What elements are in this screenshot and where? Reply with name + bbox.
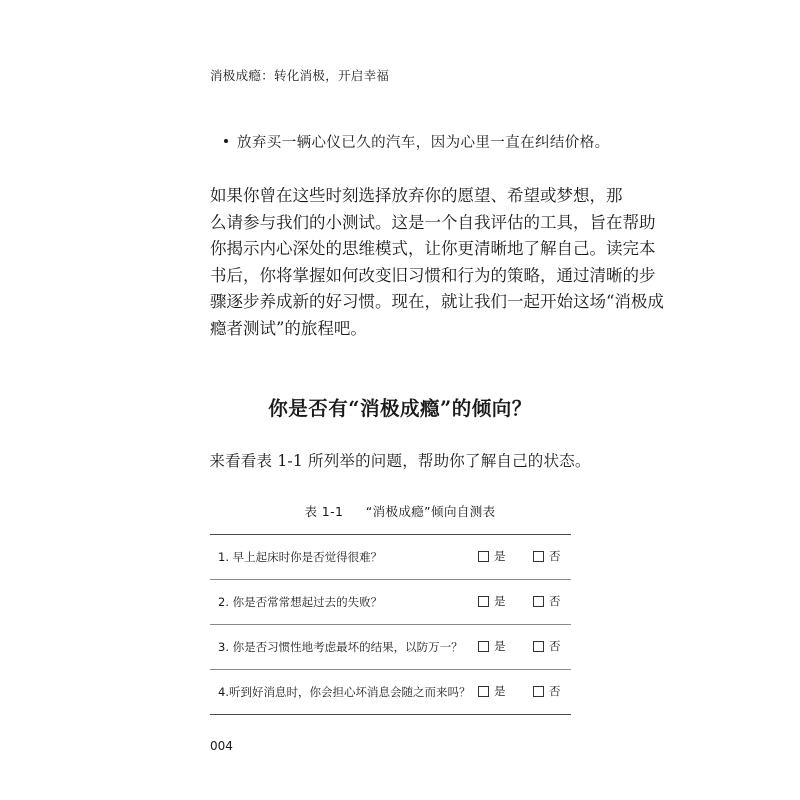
- yes-option[interactable]: [478, 548, 506, 564]
- yes-label: 是: [494, 549, 506, 563]
- no-label: 否: [549, 684, 561, 698]
- no-option[interactable]: [533, 593, 561, 609]
- checkbox-no[interactable]: [533, 596, 544, 607]
- table-row: [210, 580, 571, 625]
- yes-option[interactable]: [478, 683, 506, 699]
- question-text: 3. 你是否习惯性地考虑最坏的结果，以防万一？: [218, 640, 463, 654]
- bullet-dot: [224, 139, 228, 143]
- section-heading: 你是否有“消极成瘾”的倾向？: [268, 397, 532, 420]
- section-intro: 来看看表 1-1 所列举的问题，帮助你了解自己的状态。: [209, 452, 591, 470]
- bullet-item: [237, 131, 610, 152]
- table-number: 表 1-1: [304, 504, 344, 519]
- checkbox-no[interactable]: [533, 641, 544, 652]
- checkbox-no[interactable]: [533, 551, 544, 562]
- paragraph-line: 你揭示内心深处的思维模式，让你更清晰地了解自己。读完本: [210, 239, 656, 258]
- self-test-table: [210, 534, 571, 715]
- paragraph-line: 骤逐步养成新的好习惯。现在，就让我们一起开始这场“消极成: [210, 292, 664, 311]
- paragraph-line: 瘾者测试”的旅程吧。: [210, 318, 367, 338]
- paragraph-line: 么请参与我们的小测试。这是一个自我评估的工具，旨在帮助: [210, 212, 656, 232]
- no-label: 否: [549, 639, 561, 653]
- table-title: “消极成瘾”倾向自测表: [365, 504, 496, 519]
- question-text: 4.听到好消息时，你会担心坏消息会随之而来吗？: [218, 685, 471, 699]
- checkbox-yes[interactable]: [478, 596, 489, 607]
- no-option[interactable]: [533, 683, 561, 699]
- paragraph-line: 如果你曾在这些时刻选择放弃你的愿望、希望或梦想，那: [210, 186, 623, 205]
- body-paragraph: [210, 183, 664, 342]
- page-number: 004: [210, 739, 233, 753]
- yes-option[interactable]: [478, 593, 506, 609]
- yes-label: 是: [494, 594, 506, 608]
- no-label: 否: [549, 594, 561, 608]
- no-label: 否: [549, 549, 561, 563]
- yes-label: 是: [494, 639, 506, 653]
- checkbox-yes[interactable]: [478, 641, 489, 652]
- paragraph-line: 书后，你将掌握如何改变旧习惯和行为的策略，通过清晰的步: [210, 265, 656, 285]
- checkbox-yes[interactable]: [478, 551, 489, 562]
- checkbox-yes[interactable]: [478, 686, 489, 697]
- yes-label: 是: [494, 684, 506, 698]
- running-header: 消极成瘾：转化消极，开启幸福: [210, 68, 390, 83]
- bullet-text: 放弃买一辆心仪已久的汽车，因为心里一直在纠结价格。: [237, 135, 610, 151]
- question-text: 1. 早上起床时你是否觉得很难？: [218, 550, 383, 564]
- table-row: [210, 625, 571, 670]
- yes-option[interactable]: [478, 638, 506, 654]
- no-option[interactable]: [533, 548, 561, 564]
- table-row: [210, 535, 571, 580]
- table-caption: [0, 502, 800, 520]
- no-option[interactable]: [533, 638, 561, 654]
- checkbox-no[interactable]: [533, 686, 544, 697]
- table-row: [210, 670, 571, 715]
- question-text: 2. 你是否常常想起过去的失败？: [218, 595, 383, 609]
